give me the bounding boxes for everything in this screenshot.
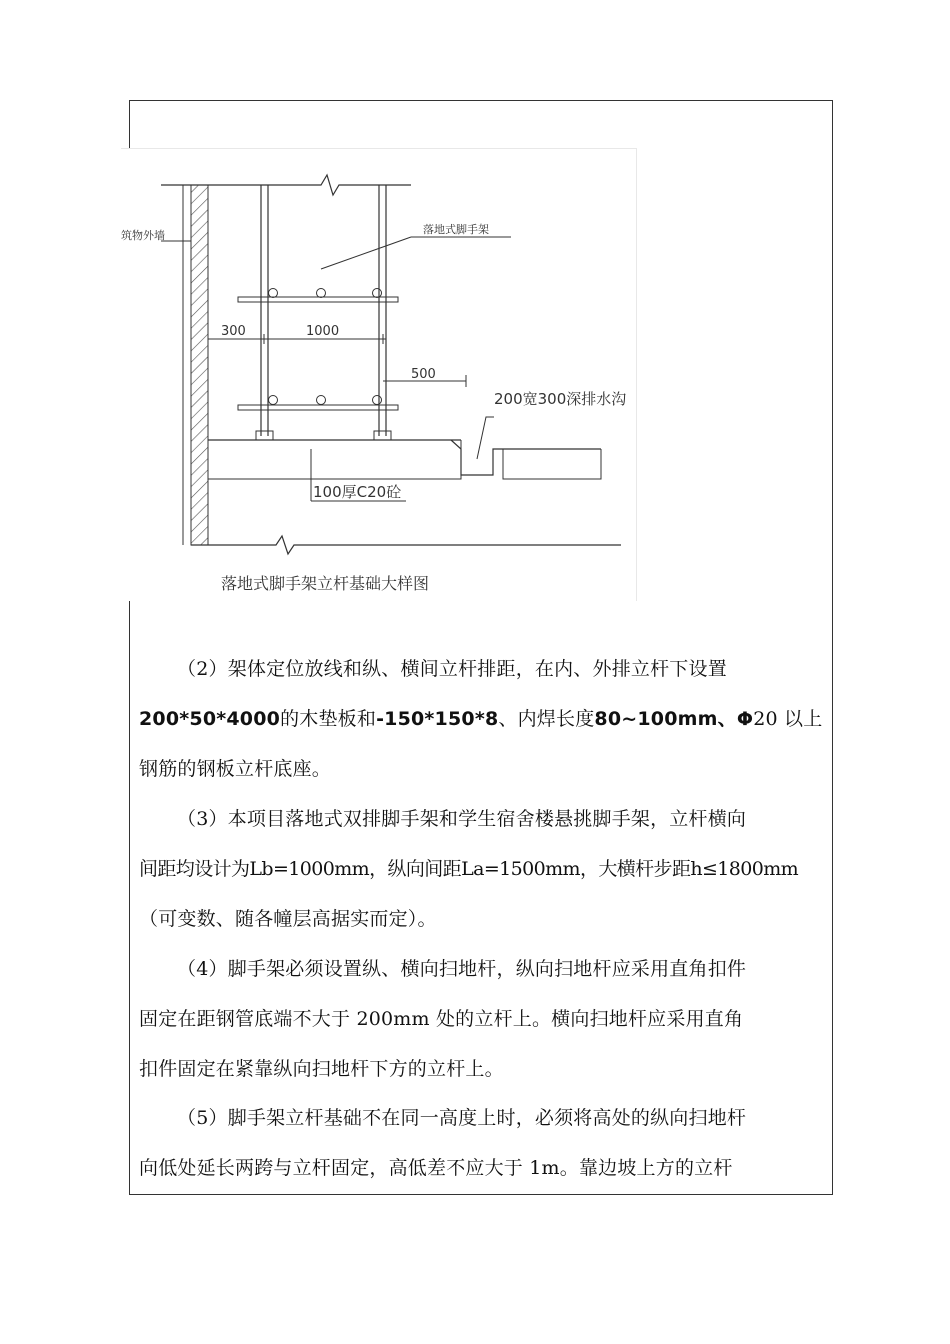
paragraph-5 xyxy=(139,1093,827,1193)
label-dim-500: 500 xyxy=(411,367,436,382)
scaffold-foundation-drawing xyxy=(121,148,637,601)
label-scaffold: 落地式脚手架 xyxy=(423,223,489,236)
bottom-break-line xyxy=(191,536,621,554)
paragraph-2 xyxy=(139,644,827,794)
p5-line-1: （5）脚手架立杆基础不在同一高度上时，必须将高处的纵向扫地杆 xyxy=(177,1107,747,1129)
drawing-svg xyxy=(121,149,636,601)
label-concrete: 100厚C20砼 xyxy=(313,483,402,501)
p4-line-3: 扣件固定在紧靠纵向扫地杆下方的立杆上。 xyxy=(139,1058,504,1080)
p2-line-2: 200*50*4000的木垫板和-150*150*8、内焊长度80~100mm、Φ20 以上 xyxy=(139,708,823,730)
drawing-title: 落地式脚手架立杆基础大样图 xyxy=(221,574,430,593)
p3-line-3: （可变数、随各幢层高据实而定）。 xyxy=(139,908,437,930)
p4-line-2: 固定在距钢管底端不大于 200mm 处的立杆上。横向扫地杆应采用直角 xyxy=(139,1008,744,1030)
label-building-wall: 筑物外墙 xyxy=(121,229,165,242)
drainage-ditch xyxy=(451,440,601,475)
p2-line-3: 钢筋的钢板立杆底座。 xyxy=(139,758,332,780)
p3-line-1: （3）本项目落地式双排脚手架和学生宿舍楼悬挑脚手架，立杆横向 xyxy=(177,808,747,830)
paragraph-4 xyxy=(139,944,827,1094)
lower-ledger xyxy=(238,405,398,410)
label-dim-300: 300 xyxy=(221,324,246,339)
label-drain: 200宽300深排水沟 xyxy=(494,390,627,408)
building-wall xyxy=(191,185,208,545)
p5-line-2: 向低处延长两跨与立杆固定，高低差不应大于 1m。靠边坡上方的立杆 xyxy=(139,1157,733,1179)
p2-line-1: （2）架体定位放线和纵、横间立杆排距，在内、外排立杆下设置 xyxy=(177,658,727,680)
paragraph-3 xyxy=(139,794,827,944)
p3-line-2: 间距均设计为Lb=1000mm，纵向间距La=1500mm，大横杆步距h≤1800mm xyxy=(139,858,799,880)
p4-line-1: （4）脚手架必须设置纵、横向扫地杆，纵向扫地杆应采用直角扣件 xyxy=(177,958,747,980)
upper-ledger xyxy=(238,297,398,302)
label-dim-1000: 1000 xyxy=(306,324,340,339)
